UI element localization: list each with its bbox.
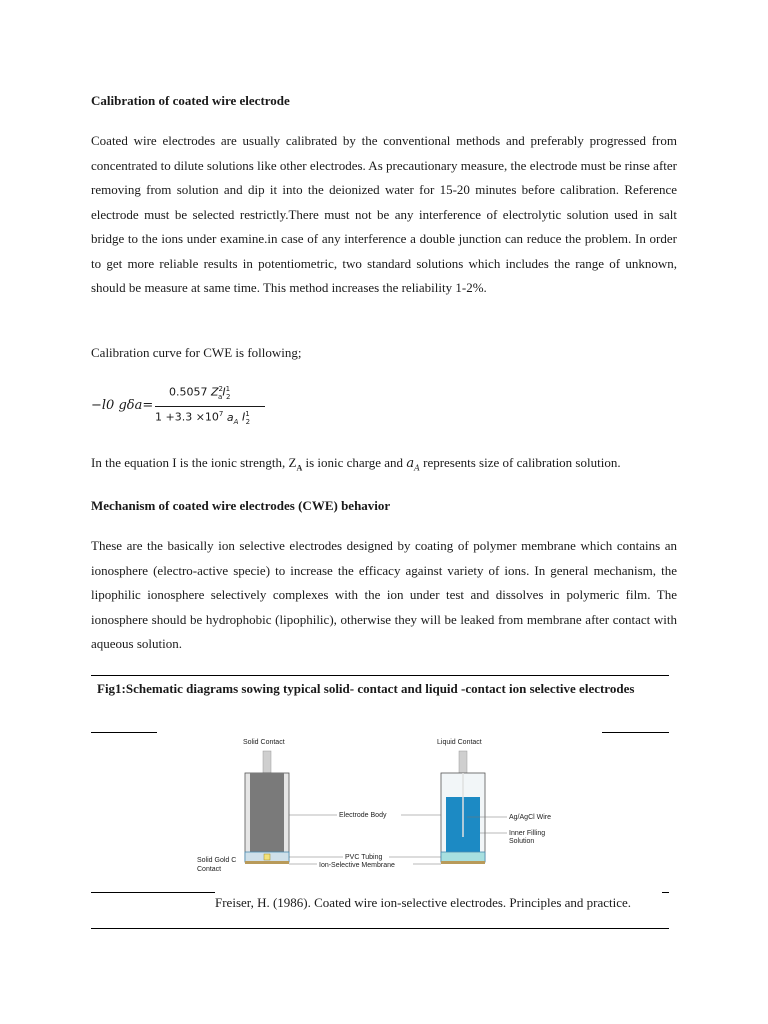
label-solid-contact: Solid Contact — [243, 739, 285, 746]
label-solid-gold: Solid Gold C — [197, 857, 237, 864]
source-bottom-rule — [91, 928, 669, 929]
equation-lhs: −l0 gδa= — [91, 398, 154, 413]
calibration-paragraph: Coated wire electrodes are usually calibrated by the conventional methods and preferably progressed from concentrated to dilute solutions like other electrodes. As precautionary measure, the electrode must be rinse after removing from solution and dip it into the deionized water for 15-20 minutes before calibration. Reference electrode must be selected restrictly.There must not be any interference of electrolytic solution used in salt bridge to the ions under examine.in case of any interference a double junction can reduce the problem. In order to get more reliable results in potentiometric, two standard solutions which includes the range of unknown, should be measure at same time. This method increases the reliability 1-2%. — [91, 133, 677, 295]
label-agcl-wire: Ag/AgCl Wire — [509, 814, 552, 821]
liquid-membrane — [441, 861, 485, 864]
solid-wire-top — [263, 751, 271, 773]
electrode-schematic-figure — [157, 733, 601, 878]
solid-membrane — [245, 861, 289, 864]
liquid-membrane-zone — [441, 852, 485, 862]
label-inner-filling: Inner Filling — [509, 830, 546, 837]
curve-intro-text: Calibration curve for CWE is following; — [91, 345, 302, 360]
equation-denominator: $1 +3.3 \times 10^7$ $a_A$ $I^1_2$ — [155, 410, 251, 426]
caption-top-rule — [91, 675, 669, 676]
label-electrode-body: Electrode Body — [339, 812, 387, 819]
figure-caption: Fig1:Schematic diagrams sowing typical solid- contact and liquid -contact ion selective electrodes — [97, 681, 635, 696]
label-liquid-contact: Liquid Contact — [437, 739, 482, 746]
source-left-rule — [91, 892, 215, 893]
label-membrane: Ion-Selective Membrane — [319, 862, 395, 869]
electrode-diagram — [157, 733, 601, 878]
section-heading-calibration: Calibration of coated wire electrode — [91, 93, 290, 108]
solid-gold-contact — [264, 854, 270, 860]
figure-source: Freiser, H. (1986). Coated wire ion-selective electrodes. Principles and practice. — [215, 895, 632, 910]
calibration-equation — [91, 380, 311, 434]
label-solid-gold-contact: Contact — [197, 866, 222, 873]
solid-conductor — [250, 773, 284, 853]
equation-explanation: In the equation I is the ionic strength, $Z_A$ is ionic charge and $a_A$ represents size of calibration solution. — [91, 455, 621, 473]
source-right-rule — [662, 892, 669, 893]
label-pvc-tubing: PVC Tubing — [345, 854, 383, 861]
fraction-bar — [155, 406, 265, 407]
equation-numerator: 0.5057 $Z^2_aI^1_2$ — [169, 385, 231, 401]
caption-left-rule — [91, 732, 157, 733]
caption-right-rule — [602, 732, 669, 733]
label-inner-filling-solution: Solution — [509, 838, 535, 845]
section-heading-mechanism: Mechanism of coated wire electrodes (CWE) behavior — [91, 498, 391, 513]
mechanism-paragraph: These are the basically ion selective electrodes designed by coating of polymer membrane which contains an ionosphere (electro-active specie) to increase the efficacy against variety of ions. In general mechanism, the lipophilic ionosphere selectively complexes with the ion under test and dissolves in polymeric film. The ionosphere should be hydrophobic (lipophilic), otherwise they will be leaked from membrane after contact with aqueous solution. — [91, 538, 677, 651]
